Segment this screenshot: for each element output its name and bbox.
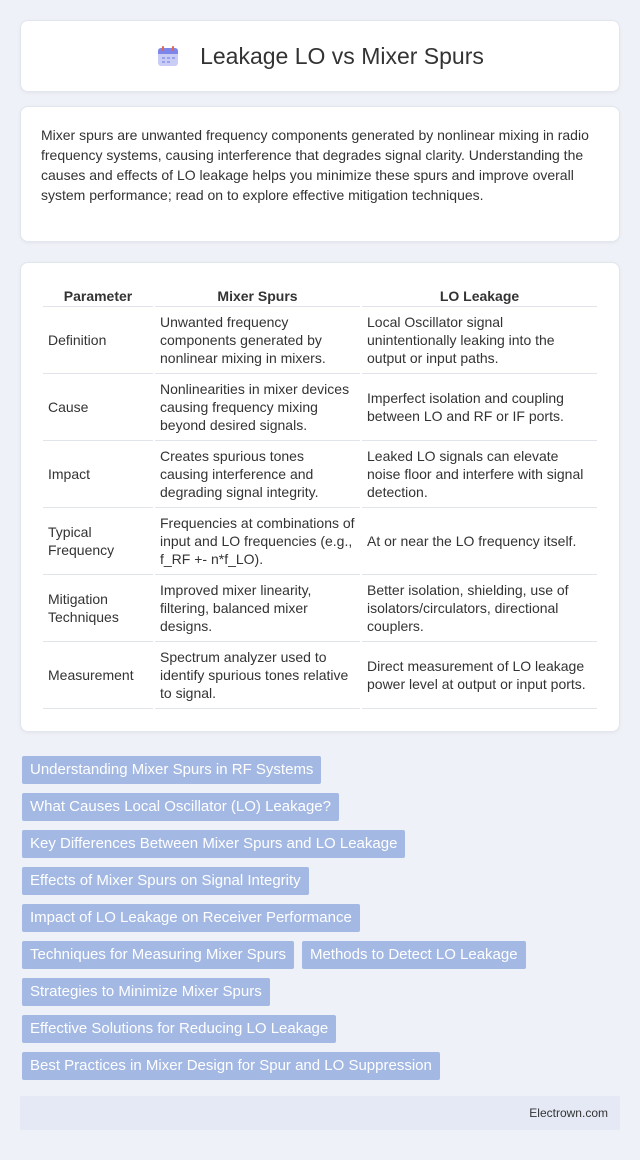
- link-row: [22, 1015, 622, 1043]
- link-reducing-lo-leakage[interactable]: Effective Solutions for Reducing LO Leakage: [22, 1015, 336, 1043]
- cell-mixer-spurs: Spectrum analyzer used to identify spurious tones relative to signal.: [155, 642, 360, 709]
- cell-lo-leakage: At or near the LO frequency itself.: [362, 508, 597, 575]
- intro-text: Mixer spurs are unwanted frequency components generated by nonlinear mixing in radio frequency systems, causing interference that degrades signal clarity. Understanding the causes and effects of LO leakage helps you minimize these spurs and improve overall system performance; read on to explore effective mitigation techniques.: [41, 127, 589, 203]
- header-lo-leakage: LO Leakage: [362, 283, 597, 307]
- link-detect-lo-leakage[interactable]: Methods to Detect LO Leakage: [302, 941, 526, 969]
- cell-mixer-spurs: Frequencies at combinations of input and LO frequencies (e.g., f_RF +- n*f_LO).: [155, 508, 360, 575]
- cell-lo-leakage: Imperfect isolation and coupling between LO and RF or IF ports.: [362, 374, 597, 441]
- link-row: [22, 830, 622, 858]
- link-effects-mixer-spurs[interactable]: Effects of Mixer Spurs on Signal Integrity: [22, 867, 309, 895]
- link-causes-lo-leakage[interactable]: What Causes Local Oscillator (LO) Leakage?: [22, 793, 339, 821]
- intro-card: [20, 106, 620, 242]
- page-title: Leakage LO vs Mixer Spurs: [200, 42, 484, 69]
- header-parameter: Parameter: [43, 283, 153, 307]
- cell-mixer-spurs: Creates spurious tones causing interference and degrading signal integrity.: [155, 441, 360, 508]
- link-minimize-mixer-spurs[interactable]: Strategies to Minimize Mixer Spurs: [22, 978, 270, 1006]
- link-row: [22, 793, 622, 821]
- table-row: [43, 642, 597, 709]
- link-best-practices[interactable]: Best Practices in Mixer Design for Spur and LO Suppression: [22, 1052, 440, 1080]
- cell-parameter: Cause: [43, 374, 153, 441]
- link-key-differences[interactable]: Key Differences Between Mixer Spurs and LO Leakage: [22, 830, 405, 858]
- cell-lo-leakage: Leaked LO signals can elevate noise floor and interfere with signal detection.: [362, 441, 597, 508]
- link-row: [22, 978, 622, 1006]
- link-row: [22, 904, 622, 932]
- cell-lo-leakage: Direct measurement of LO leakage power level at output or input ports.: [362, 642, 597, 709]
- header-card: [20, 20, 620, 92]
- cell-lo-leakage: Better isolation, shielding, use of isolators/circulators, directional couplers.: [362, 575, 597, 642]
- link-row: [22, 867, 622, 895]
- link-row: [22, 1052, 622, 1080]
- related-links: [22, 756, 622, 1089]
- link-measuring-mixer-spurs[interactable]: Techniques for Measuring Mixer Spurs: [22, 941, 294, 969]
- table-row: [43, 575, 597, 642]
- table-header-row: [43, 283, 597, 307]
- table-row: [43, 374, 597, 441]
- footer-site-name[interactable]: Electrown.com: [529, 1106, 608, 1120]
- link-row: [22, 941, 622, 969]
- link-impact-lo-leakage[interactable]: Impact of LO Leakage on Receiver Performance: [22, 904, 360, 932]
- cell-lo-leakage: Local Oscillator signal unintentionally leaking into the output or input paths.: [362, 307, 597, 374]
- cell-parameter: Mitigation Techniques: [43, 575, 153, 642]
- comparison-table-card: [20, 262, 620, 732]
- cell-parameter: Measurement: [43, 642, 153, 709]
- cell-parameter: Impact: [43, 441, 153, 508]
- footer: [20, 1096, 620, 1130]
- cell-mixer-spurs: Unwanted frequency components generated by nonlinear mixing in mixers.: [155, 307, 360, 374]
- cell-mixer-spurs: Nonlinearities in mixer devices causing frequency mixing beyond desired signals.: [155, 374, 360, 441]
- cell-parameter: Typical Frequency: [43, 508, 153, 575]
- table-row: [43, 307, 597, 374]
- calendar-icon: [156, 44, 180, 68]
- table-row: [43, 441, 597, 508]
- link-row: [22, 756, 622, 784]
- header-mixer-spurs: Mixer Spurs: [155, 283, 360, 307]
- table-row: [43, 508, 597, 575]
- cell-mixer-spurs: Improved mixer linearity, filtering, balanced mixer designs.: [155, 575, 360, 642]
- comparison-table: [41, 283, 599, 709]
- cell-parameter: Definition: [43, 307, 153, 374]
- link-understanding-mixer-spurs[interactable]: Understanding Mixer Spurs in RF Systems: [22, 756, 321, 784]
